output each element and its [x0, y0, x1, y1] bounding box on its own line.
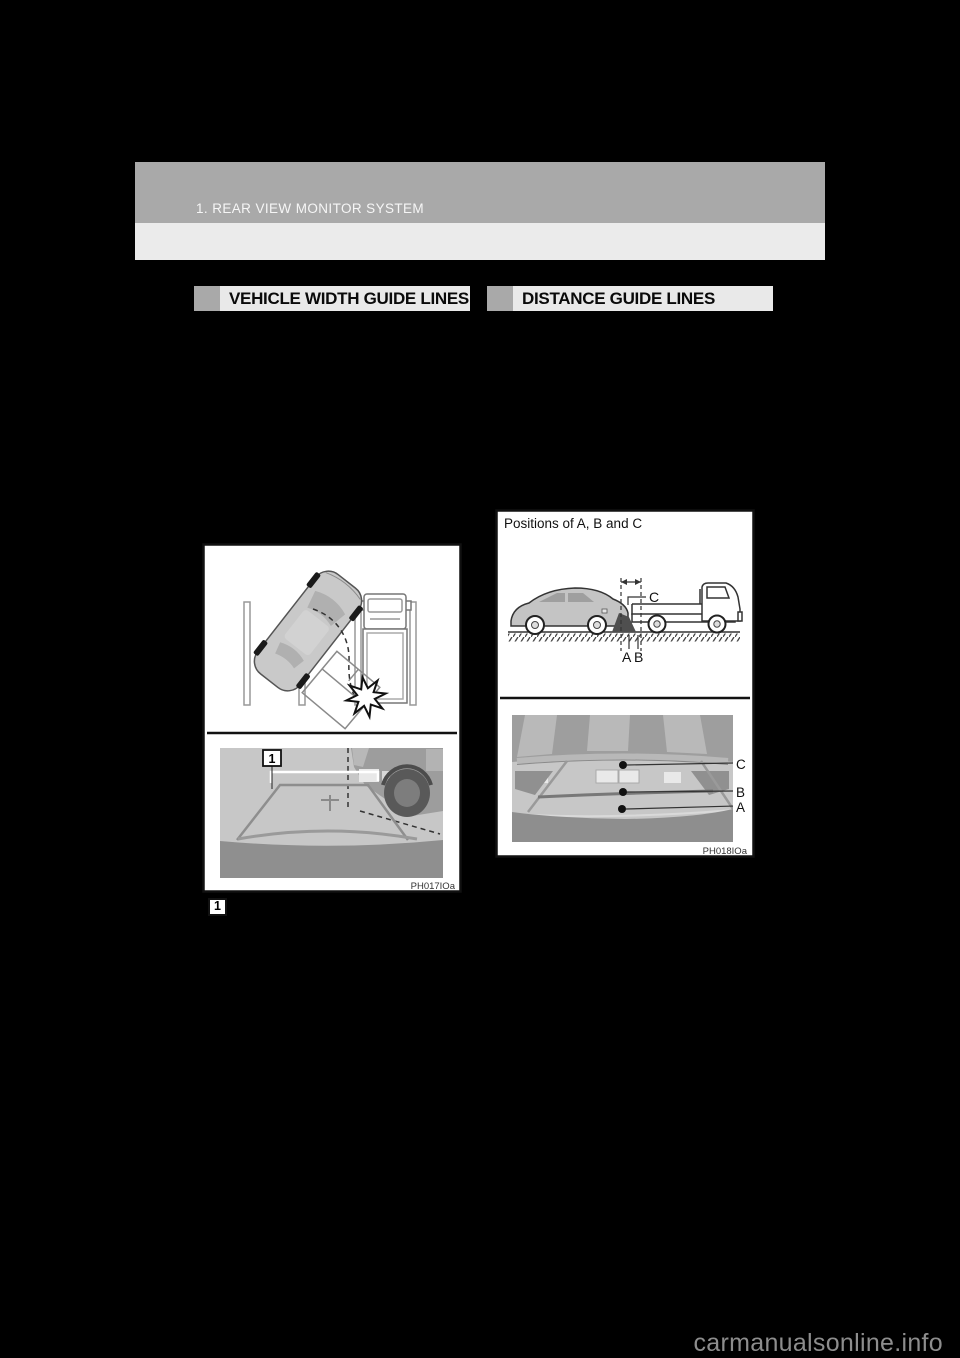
figure-caption: Positions of A, B and C — [504, 516, 643, 531]
callout-number: 1 — [268, 752, 276, 766]
camera-view-width-guides — [220, 748, 443, 878]
distance-label-c-side: C — [649, 589, 660, 605]
figure-vehicle-width-guide-lines — [202, 543, 462, 893]
figure-code: PH018IOa — [702, 846, 747, 857]
figure-left-svg — [202, 543, 462, 893]
chapter-title: 1. REAR VIEW MONITOR SYSTEM — [196, 201, 425, 216]
ground-hatching — [508, 634, 740, 642]
camera-view-distance-guides — [512, 715, 735, 842]
figure-right-svg — [495, 509, 755, 858]
distance-label-a: A — [736, 800, 746, 815]
section-bullet-square — [487, 286, 513, 311]
legend-marker-1: 1 — [208, 898, 227, 916]
section-bullet-square — [194, 286, 220, 311]
section-header-vehicle-width — [194, 286, 470, 311]
figure-code: PH017IOa — [410, 881, 455, 892]
header-light-band — [135, 223, 825, 260]
point-c-dot — [619, 761, 627, 769]
point-a-dot — [618, 805, 626, 813]
site-watermark: carmanualsonline.info — [693, 1329, 943, 1357]
figure-distance-guide-lines — [495, 509, 755, 858]
section-title: VEHICLE WIDTH GUIDE LINES — [220, 286, 470, 311]
distance-label-b-side: B — [634, 649, 644, 665]
section-title: DISTANCE GUIDE LINES — [513, 286, 773, 311]
distance-label-c: C — [736, 757, 746, 772]
chapter-header-bar — [135, 162, 825, 223]
section-header-distance — [487, 286, 773, 311]
point-b-dot — [619, 788, 627, 796]
distance-label-b: B — [736, 785, 746, 800]
distance-label-a-side: A — [622, 649, 632, 665]
